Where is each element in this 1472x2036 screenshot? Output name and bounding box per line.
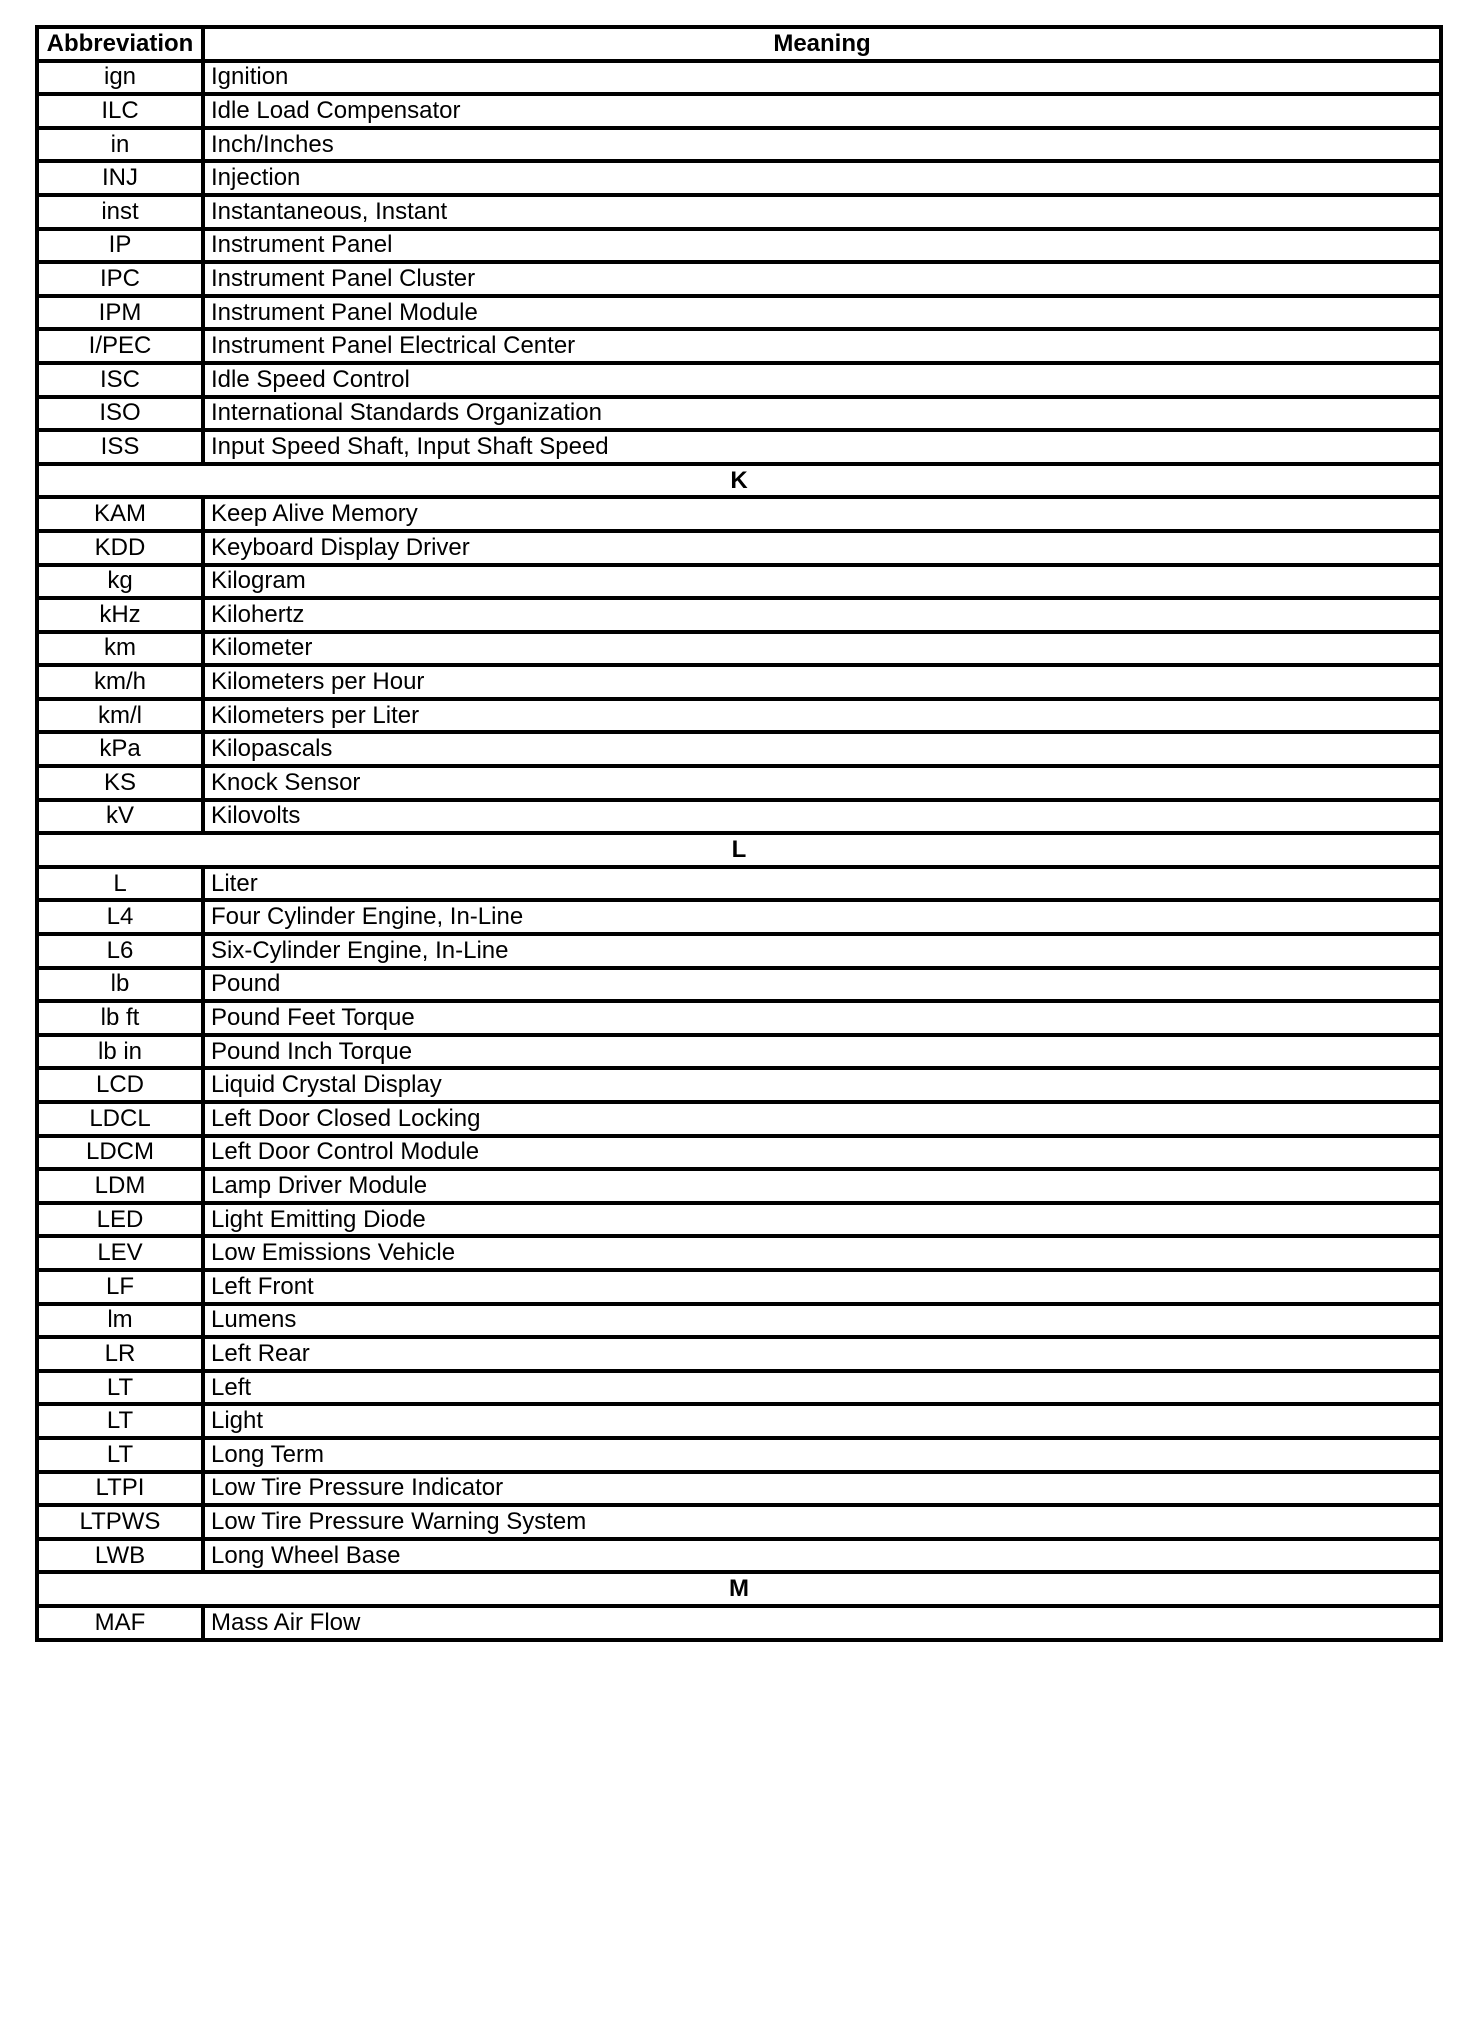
table-row [37,1203,1441,1237]
meaning-cell: Liquid Crystal Display [203,1068,1441,1102]
table-row [37,363,1441,397]
abbreviation-cell: L4 [37,900,203,934]
abbreviation-cell: LDCL [37,1102,203,1136]
abbreviation-cell: km [37,632,203,666]
meaning-cell: Instrument Panel Electrical Center [203,329,1441,363]
meaning-cell: Lamp Driver Module [203,1169,1441,1203]
section-letter: M [37,1572,1441,1606]
table-row [37,1404,1441,1438]
abbreviation-cell: LT [37,1371,203,1405]
meaning-cell: Inch/Inches [203,128,1441,162]
abbreviation-cell: km/h [37,665,203,699]
abbreviation-cell: ILC [37,94,203,128]
table-row [37,732,1441,766]
table-row [37,632,1441,666]
abbreviation-cell: ISO [37,397,203,431]
table-row [37,1505,1441,1539]
table-row [37,598,1441,632]
meaning-cell: Input Speed Shaft, Input Shaft Speed [203,430,1441,464]
abbreviation-cell: IPM [37,296,203,330]
table-body [37,61,1441,1640]
meaning-cell: Keep Alive Memory [203,497,1441,531]
section-row [37,1572,1441,1606]
abbreviation-cell: LEV [37,1236,203,1270]
abbreviation-cell: LT [37,1438,203,1472]
abbreviation-cell: I/PEC [37,329,203,363]
table-row [37,1337,1441,1371]
abbreviation-cell: kg [37,565,203,599]
table-row [37,329,1441,363]
table-row [37,195,1441,229]
table-row [37,497,1441,531]
meaning-cell: Idle Speed Control [203,363,1441,397]
table-row [37,161,1441,195]
header-meaning: Meaning [203,27,1441,61]
abbreviation-cell: LT [37,1404,203,1438]
abbreviation-cell: LDM [37,1169,203,1203]
meaning-cell: Liter [203,867,1441,901]
meaning-cell: Light [203,1404,1441,1438]
table-row [37,1606,1441,1640]
meaning-cell: International Standards Organization [203,397,1441,431]
table-row [37,531,1441,565]
abbreviation-cell: IP [37,229,203,263]
header-abbreviation: Abbreviation [37,27,203,61]
table-row [37,61,1441,95]
meaning-cell: Kilometer [203,632,1441,666]
abbreviation-cell: KS [37,766,203,800]
table-row [37,1236,1441,1270]
table-row [37,94,1441,128]
meaning-cell: Left Door Control Module [203,1136,1441,1170]
section-letter: L [37,833,1441,867]
table-row [37,699,1441,733]
abbreviation-cell: KAM [37,497,203,531]
abbreviation-table [35,25,1443,1642]
table-row [37,1001,1441,1035]
abbreviation-cell: ISC [37,363,203,397]
meaning-cell: Long Term [203,1438,1441,1472]
meaning-cell: Low Tire Pressure Warning System [203,1505,1441,1539]
abbreviation-cell: ISS [37,430,203,464]
meaning-cell: Kilovolts [203,800,1441,834]
abbreviation-cell: LF [37,1270,203,1304]
table-row [37,1102,1441,1136]
abbreviation-cell: lm [37,1304,203,1338]
abbreviation-cell: kV [37,800,203,834]
abbreviation-cell: L6 [37,934,203,968]
table-row [37,1136,1441,1170]
table-row [37,766,1441,800]
meaning-cell: Keyboard Display Driver [203,531,1441,565]
table-row [37,934,1441,968]
meaning-cell: Four Cylinder Engine, In-Line [203,900,1441,934]
table-row [37,800,1441,834]
abbreviation-cell: LDCM [37,1136,203,1170]
abbreviation-cell: lb [37,968,203,1002]
abbreviation-cell: LWB [37,1539,203,1573]
meaning-cell: Left Rear [203,1337,1441,1371]
meaning-cell: Instrument Panel Module [203,296,1441,330]
table-row [37,1270,1441,1304]
table-row [37,128,1441,162]
abbreviation-cell: kHz [37,598,203,632]
abbreviation-cell: lb in [37,1035,203,1069]
table-row [37,867,1441,901]
table-row [37,1035,1441,1069]
table-row [37,1304,1441,1338]
table-row [37,296,1441,330]
abbreviation-cell: KDD [37,531,203,565]
abbreviation-cell: kPa [37,732,203,766]
table-row [37,229,1441,263]
section-row [37,833,1441,867]
abbreviation-cell: LR [37,1337,203,1371]
meaning-cell: Kilometers per Liter [203,699,1441,733]
meaning-cell: Ignition [203,61,1441,95]
abbreviation-cell: LTPI [37,1472,203,1506]
table-row [37,565,1441,599]
meaning-cell: Instrument Panel Cluster [203,262,1441,296]
abbreviation-cell: in [37,128,203,162]
table-row [37,900,1441,934]
table-row [37,968,1441,1002]
meaning-cell: Kilogram [203,565,1441,599]
abbreviation-cell: INJ [37,161,203,195]
header-row [37,27,1441,61]
abbreviation-cell: km/l [37,699,203,733]
meaning-cell: Lumens [203,1304,1441,1338]
abbreviation-cell: lb ft [37,1001,203,1035]
section-row [37,464,1441,498]
table-row [37,262,1441,296]
meaning-cell: Pound Feet Torque [203,1001,1441,1035]
abbreviation-cell: inst [37,195,203,229]
table-row [37,1472,1441,1506]
table-row [37,1371,1441,1405]
meaning-cell: Pound Inch Torque [203,1035,1441,1069]
abbreviation-cell: ign [37,61,203,95]
meaning-cell: Kilohertz [203,598,1441,632]
meaning-cell: Light Emitting Diode [203,1203,1441,1237]
meaning-cell: Six-Cylinder Engine, In-Line [203,934,1441,968]
abbreviation-cell: MAF [37,1606,203,1640]
meaning-cell: Mass Air Flow [203,1606,1441,1640]
meaning-cell: Left Front [203,1270,1441,1304]
meaning-cell: Left [203,1371,1441,1405]
table-row [37,1169,1441,1203]
meaning-cell: Kilopascals [203,732,1441,766]
meaning-cell: Idle Load Compensator [203,94,1441,128]
meaning-cell: Pound [203,968,1441,1002]
meaning-cell: Low Emissions Vehicle [203,1236,1441,1270]
meaning-cell: Instrument Panel [203,229,1441,263]
abbreviation-cell: IPC [37,262,203,296]
meaning-cell: Low Tire Pressure Indicator [203,1472,1441,1506]
table-row [37,1438,1441,1472]
meaning-cell: Instantaneous, Instant [203,195,1441,229]
meaning-cell: Injection [203,161,1441,195]
table-row [37,1539,1441,1573]
table-row [37,1068,1441,1102]
table-row [37,430,1441,464]
section-letter: K [37,464,1441,498]
meaning-cell: Left Door Closed Locking [203,1102,1441,1136]
abbreviation-cell: LTPWS [37,1505,203,1539]
abbreviation-cell: L [37,867,203,901]
abbreviation-cell: LED [37,1203,203,1237]
table-row [37,665,1441,699]
table-row [37,397,1441,431]
meaning-cell: Long Wheel Base [203,1539,1441,1573]
meaning-cell: Knock Sensor [203,766,1441,800]
abbreviation-cell: LCD [37,1068,203,1102]
meaning-cell: Kilometers per Hour [203,665,1441,699]
